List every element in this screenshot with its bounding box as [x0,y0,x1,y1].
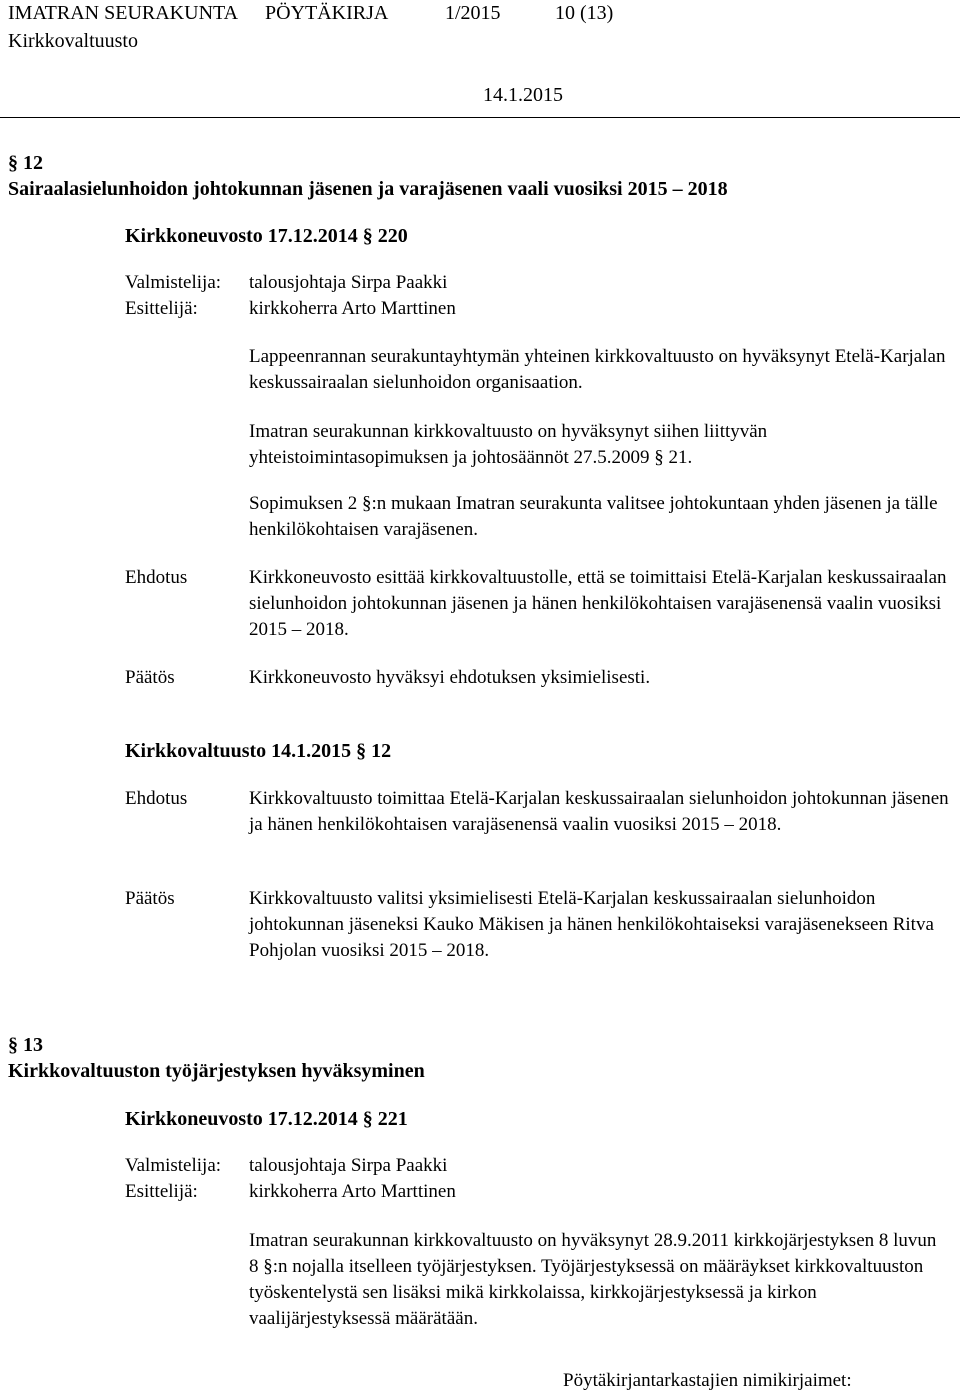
page-number: 10 (13) [555,2,614,24]
document-type: PÖYTÄKIRJA [265,2,389,24]
body-paragraph: Imatran seurakunnan kirkkovaltuusto on hyväksynyt 28.9.2011 kirkkojärjestyksen 8 luvun 8 §:n nojalla itselleen työjärjestyksen. Työjärjestyksessä on määräykset kirkkovaltuuston työskentelystä sen lisäksi mikä kirkkolaissa, kirkkojärjestyksessä ja kirkon vaalijärjestyksessä määrätään. [249,1230,937,1329]
decision-text: Kirkkoneuvosto hyväksyi ehdotuksen yksimielisesti. [249,667,651,688]
preparer-line [125,270,447,296]
presenter-value: kirkkoherra Arto Marttinen [249,1181,456,1202]
document-header [8,0,952,56]
prior-meeting-reference: Kirkkoneuvosto 17.12.2014 § 220 [125,225,408,247]
council-proposal-label: Ehdotus [125,788,188,809]
body-paragraph: Lappeenrannan seurakuntayhtymän yhteinen kirkkovaltuusto on hyväksynyt Etelä-Karjalan keskussairaalan sielunhoidon organisaation. [249,346,946,393]
presenter-label: Esittelijä: [125,1181,198,1202]
document-number: 1/2015 [445,2,501,24]
council-decision-label: Päätös [125,888,175,909]
preparer-label: Valmistelija: [125,1155,222,1176]
decision-block [125,665,955,691]
council-meeting-reference: Kirkkovaltuusto 14.1.2015 § 12 [125,740,392,762]
preparer-line [125,1153,447,1179]
council-decision-text: Kirkkovaltuusto valitsi yksimielisesti Etelä-Karjalan keskussairaalan sielunhoidon johtokunnan jäseneksi Kauko Mäkisen ja hänen henkilökohtaiseksi varajäsenekseen Ritva Pohjolan vuosiksi 2015 – 2018. [249,888,934,961]
preparer-value: talousjohtaja Sirpa Paakki [249,272,448,293]
section-number: § 13 [8,1034,43,1056]
body-paragraph: Sopimuksen 2 §:n mukaan Imatran seurakunta valitsee johtokuntaan yhden jäsenen ja tälle henkilökohtaisen varajäsenen. [249,493,938,540]
governing-body: Kirkkovaltuusto [8,30,138,52]
footer-initials-label: Pöytäkirjantarkastajien nimikirjaimet: [563,1370,852,1391]
proposal-text: Kirkkoneuvosto esittää kirkkovaltuustolle, että se toimittaisi Etelä-Karjalan keskussairaalan sielunhoidon johtokunnan jäsenen ja hänen henkilökohtaisen varajäsenensä vaalin vuosiksi 2015 – 2018. [249,567,947,640]
decision-label: Päätös [125,667,175,688]
prior-meeting-reference: Kirkkoneuvosto 17.12.2014 § 221 [125,1108,408,1130]
section-title: Sairaalasielunhoidon johtokunnan jäsenen ja varajäsenen vaali vuosiksi 2015 – 2018 [8,178,728,200]
presenter-label: Esittelijä: [125,298,198,319]
presenter-value: kirkkoherra Arto Marttinen [249,298,456,319]
council-decision-block [125,886,955,964]
organization-name: IMATRAN SEURAKUNTA [8,2,239,24]
proposal-block [125,565,955,643]
section-number: § 12 [8,152,43,174]
preparer-label: Valmistelija: [125,272,222,293]
preparer-value: talousjohtaja Sirpa Paakki [249,1155,448,1176]
proposal-label: Ehdotus [125,567,188,588]
council-proposal-block [125,786,955,838]
meeting-date: 14.1.2015 [483,84,563,106]
section-title: Kirkkovaltuuston työjärjestyksen hyväksyminen [8,1060,425,1082]
presenter-line [125,1179,456,1205]
body-paragraph: Imatran seurakunnan kirkkovaltuusto on hyväksynyt siihen liittyvän yhteistoimintasopimuksen ja johtosäännöt 27.5.2009 § 21. [249,421,768,468]
presenter-line [125,296,456,322]
header-divider [0,117,960,118]
council-proposal-text: Kirkkovaltuusto toimittaa Etelä-Karjalan keskussairaalan sielunhoidon johtokunnan jäsenen ja hänen henkilökohtaisen varajäsenensä vaalin vuosiksi 2015 – 2018. [249,788,949,835]
